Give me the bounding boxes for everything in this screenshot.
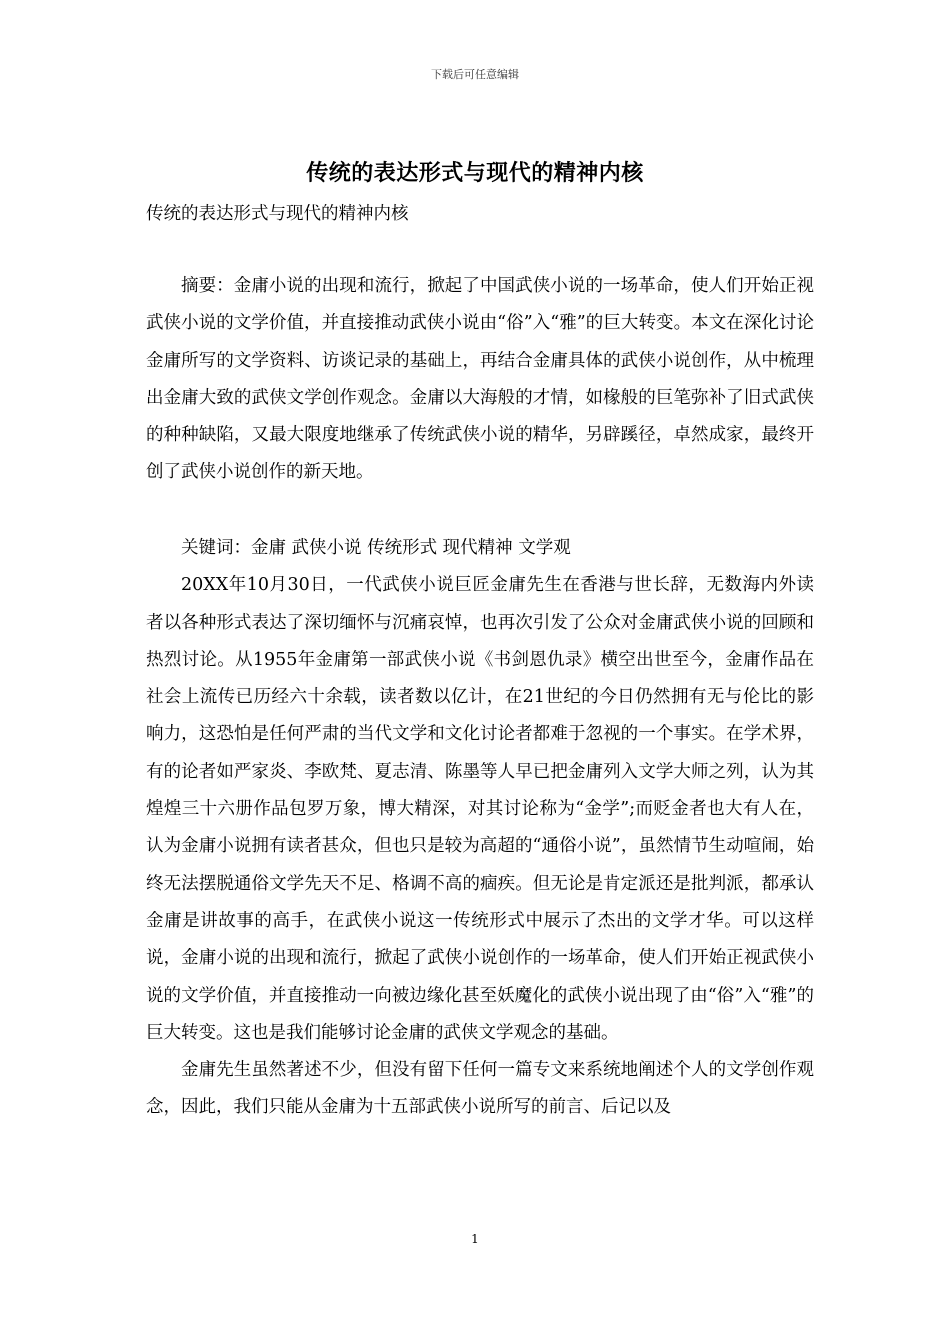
keywords-line: 关键词：金庸 武侠小说 传统形式 现代精神 文学观 [181, 538, 571, 558]
document-subtitle: 传统的表达形式与现代的精神内核 [146, 204, 409, 224]
abstract-section [146, 268, 814, 492]
document-title: 传统的表达形式与现代的精神内核 [306, 160, 644, 186]
page-header: 下载后可任意编辑 [431, 68, 519, 81]
page-number: 1 [471, 1232, 479, 1246]
abstract-paragraph: 摘要：金庸小说的出现和流行，掀起了中国武侠小说的一场革命，使人们开始正视武侠小说的文学价值，并直接推动武侠小说由“俗”入“雅”的巨大转变。本文在深化讨论金庸所写的文学资料、访谈记录的基础上，再结合金庸具体的武侠小说创作，从中梳理出金庸大致的武侠文学创作观念。金庸以大海般的才情，如椽般的巨笔弥补了旧式武侠的种种缺陷，又最大限度地继承了传统武侠小说的精华，另辟蹊径，卓然成家，最终开创了武侠小说创作的新天地。 [146, 276, 814, 483]
body-paragraph: 20XX年10月30日，一代武侠小说巨匠金庸先生在香港与世长辞，无数海内外读者以各种形式表达了深切缅怀与沉痛哀悼，也再次引发了公众对金庸武侠小说的回顾和热烈讨论。从1955年金庸第一部武侠小说《书剑恩仇录》横空出世至今，金庸作品在社会上流传已历经六十余载，读者数以亿计，在21世纪的今日仍然拥有无与伦比的影响力，这恐怕是任何严肃的当代文学和文化讨论者都难于忽视的一个事实。在学术界，有的论者如严家炎、李欧梵、夏志清、陈墨等人早已把金庸列入文学大师之列，认为其煌煌三十六册作品包罗万象，博大精深，对其讨论称为“金学”;而贬金者也大有人在，认为金庸小说拥有读者甚众，但也只是较为高超的“通俗小说”，虽然情节生动喧闹，始终无法摆脱通俗文学先天不足、格调不高的痼疾。但无论是肯定派还是批判派，都承认金庸是讲故事的高手，在武侠小说这一传统形式中展示了杰出的文学才华。可以这样说，金庸小说的出现和流行，掀起了武侠小说创作的一场革命，使人们开始正视武侠小说的文学价值，并直接推动一向被边缘化甚至妖魔化的武侠小说出现了由“俗”入“雅”的巨大转变。这也是我们能够讨论金庸的武侠文学观念的基础。 [146, 575, 814, 1043]
body-section [146, 530, 814, 1127]
body-paragraph: 金庸先生虽然著述不少，但没有留下任何一篇专文来系统地阐述个人的文学创作观念，因此，我们只能从金庸为十五部武侠小说所写的前言、后记以及 [146, 1060, 814, 1118]
